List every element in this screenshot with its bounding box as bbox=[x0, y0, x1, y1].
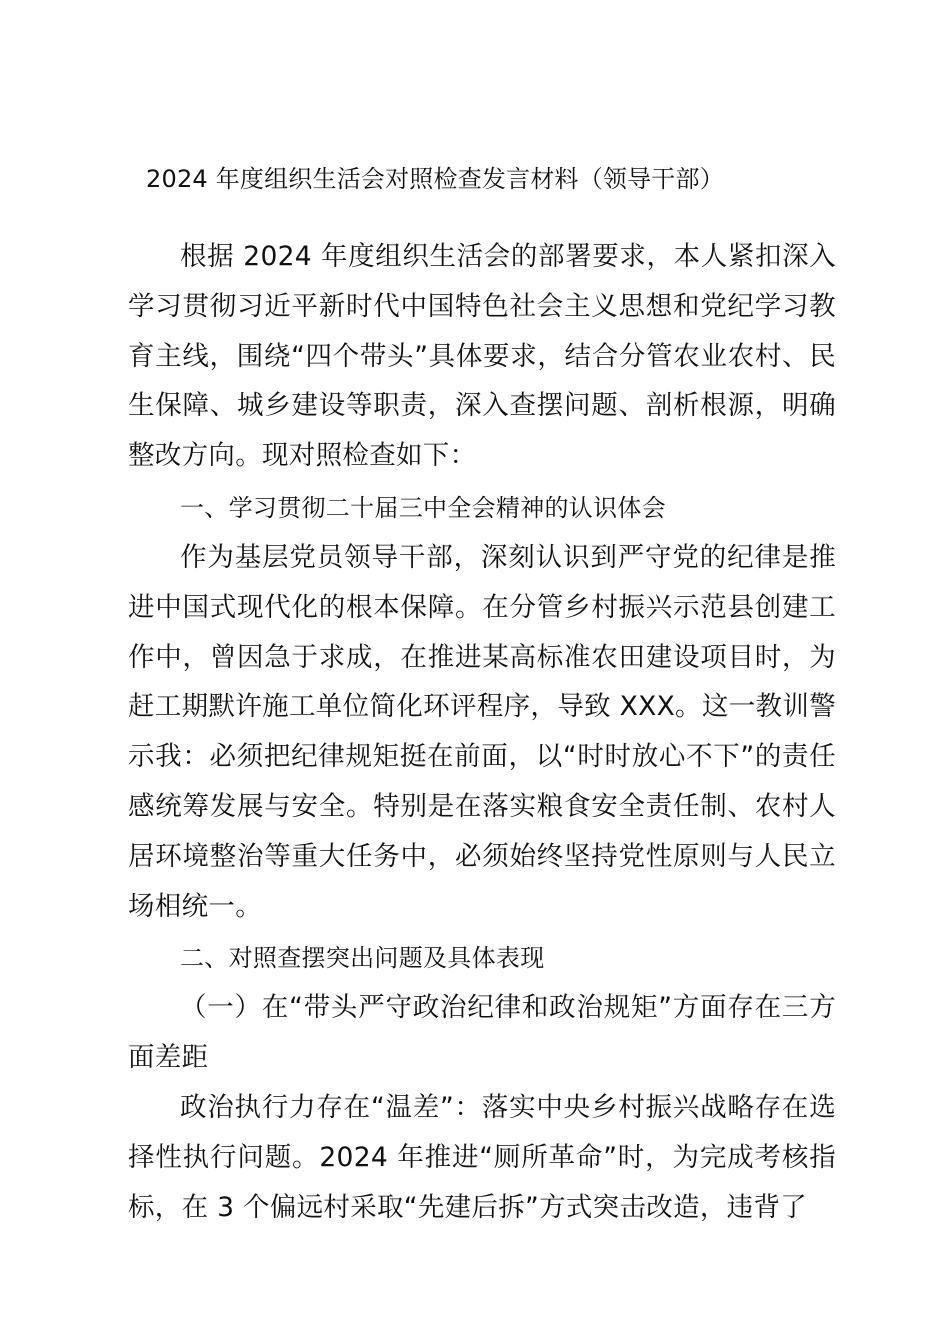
subsection-heading-1: （一）在“带头严守政治纪律和政治规矩”方面存在三方面差距 bbox=[128, 992, 836, 1074]
subsection-1-paragraph: 政治执行力存在“温差”：落实中央乡村振兴战略存在选择性执行问题。2024 年推进“厕所革命”时，为完成考核指标，在 3 个偏远村采取“先建后拆”方式突击改造，违背了 bbox=[128, 1091, 836, 1223]
document-body bbox=[128, 232, 836, 1232]
section-heading-1: 一、学习贯彻二十届三中全会精神的认识体会 bbox=[180, 493, 666, 522]
document-title: 2024 年度组织生活会对照检查发言材料（领导干部） bbox=[146, 165, 724, 193]
intro-paragraph: 根据 2024 年度组织生活会的部署要求，本人紧扣深入学习贯彻习近平新时代中国特色社会主义思想和党纪学习教育主线，围绕“四个带头”具体要求，结合分管农业农村、民生保障、城乡建设等职责，深入查摆问题、剖析根源，明确整改方向。现对照检查如下： bbox=[128, 241, 836, 472]
section-1-paragraph: 作为基层党员领导干部，深刻认识到严守党的纪律是推进中国式现代化的根本保障。在分管乡村振兴示范县创建工作中，曾因急于求成，在推进某高标准农田建设项目时，为赶工期默许施工单位简化环评程序，导致 XXX。这一教训警示我：必须把纪律规矩挺在前面，以“时时放心不下”的责任感统筹发展与安全。特别是在落实粮食安全责任制、农村人居环境整治等重大任务中，必须始终坚持党性原则与人民立场相统一。 bbox=[128, 541, 836, 922]
section-heading-2: 二、对照查摆突出问题及具体表现 bbox=[180, 944, 545, 973]
